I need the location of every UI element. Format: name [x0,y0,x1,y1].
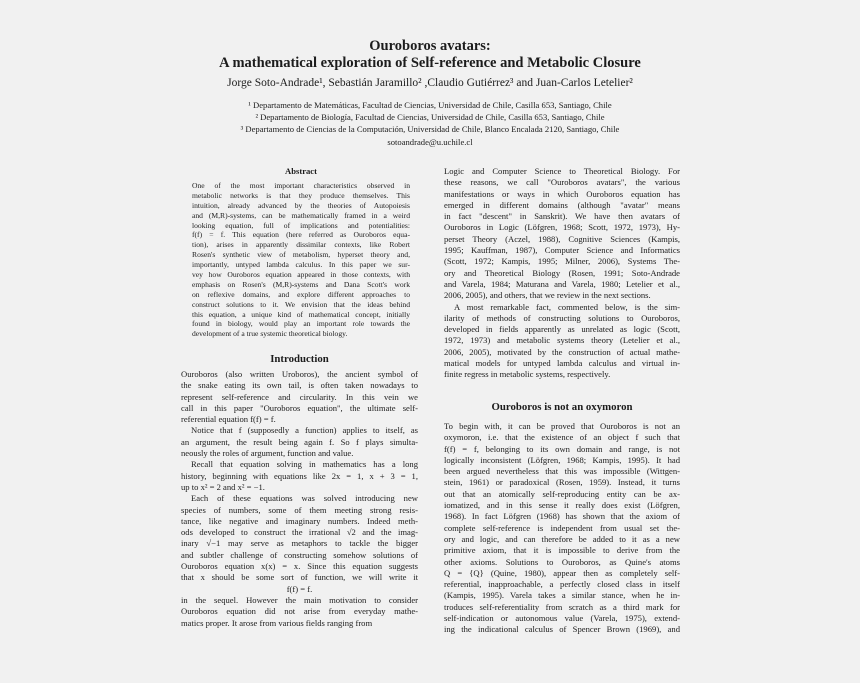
rightB-line: f(f) = f, belonging to its own domain and range, is not [444,443,680,454]
right-column-text-b [444,421,680,636]
abstract-line: this equation, a unique kind of mathematical concept, initially [192,309,410,319]
intro-line: an argument, the result being again f. So f plays simulta- [181,436,418,447]
rightB-line: (Kampis, 1995). Varela takes a similar stance, when he in- [444,590,680,601]
rightA-line: (Scott, 1972; Kampis, 1995; Milner, 2006), Systems The- [444,256,680,267]
rightB-line: 1968). In fact Löfgren (1968) has shown that the axiom of [444,511,680,522]
abstract-line: development of a true systemic theoretical biology. [192,329,348,339]
rightA-line: 1972, 1973) and metabolic systems theory (Letelier et al., [444,335,680,346]
intro-line: in the sequel. However the main motivation to consider [181,594,418,605]
intro-line: Ouroboros equation did not arise from everyday mathe- [181,606,418,617]
rightA-line: these reasons, we call "Ouroboros avatars", the various [444,177,680,188]
introduction-body [181,369,418,629]
rightA-line: matical models for untyped lambda calculus and virtual in- [444,358,680,369]
intro-line: tance, like negative and imaginary numbers. Indeed meth- [181,515,418,526]
abstract-line: intuition, already advanced by the theories of Autopoiesis [192,200,410,210]
affiliation-3: ³ Departamento de Ciencias de la Computación, Universidad de Chile, Blanco Encalada 2120, Santiago, Chile [240,124,620,134]
intro-line: inary √−1 may serve as metaphors to tackle the bigger [181,538,418,549]
rightA-line: finite regress in metabolic systems, respectively. [444,369,611,380]
oxymoron-heading: Ouroboros is not an oxymoron [491,401,633,413]
rightA-line: developed in fields apparently as unrelated as logic (Scott, [444,324,680,335]
rightB-line: referential, inapproachable, a perfectly closed class in itself [444,579,680,590]
right-column-text-a [444,166,680,381]
rightA-line: in fact "descent" in Sanskrit). We have then avatars of [444,211,680,222]
rightB-line: stein, 1961) or paradoxical (Rosen, 1959). Instead, it turns [444,477,680,488]
authors: Jorge Soto-Andrade¹, Sebastián Jaramillo² ,Claudio Gutiérrez³ and Juan-Carlos Letelier² [227,77,633,89]
rightB-line: primitive axiom, that it is impossible to derive from the [444,545,680,556]
rightB-line: oxymoron, i.e. that the existence of an object f such that [444,432,680,443]
abstract-line: Rosen's synthetic view of metabolism, hyperset theory and, [192,250,410,260]
rightA-line: Ouroboros in Logic (Löfgren, 1968; Scott, 1972, 1973), Hy- [444,222,680,233]
rightA-line: A most remarkable fact, commented below, is the sim- [454,301,680,312]
rightB-line: ing the indicational calculus of Spencer Brown (1969), and [444,624,680,635]
intro-line: call in this paper "Ouroboros equation", the ultimate self- [181,402,418,413]
rightB-line: logically inconsistent (Löfgren, 1968; Kampis, 1995). It had [444,454,680,465]
intro-line: Recall that equation solving in mathematics has a long [191,459,418,470]
title-line-1: Ouroboros avatars: [369,38,491,54]
intro-line: Ouroboros equation x(x) = x. Since this equation suggests [181,561,418,572]
rightA-line: ory and Theoretical Biology (Rosen, 1991; Soto-Andrade [444,267,680,278]
abstract-line: found in biology, would play an important role towards the [192,319,410,329]
intro-line: up to x² = 2 and x² = −1. [181,481,265,492]
intro-line: ods developed to construct the irrational √2 and the imag- [181,527,418,538]
rightB-line: troduces self-referentiality from scratch as a third mark for [444,601,680,612]
rightA-line: Logic and Computer Science to Theoretical Biology. For [444,166,680,176]
rightA-line: 2006, 2005), motivated by the construction of actual mathe- [444,346,680,357]
rightB-line: self-indication or autonomous value (Varela, 1975), extend- [444,613,680,624]
intro-line: Ouroboros (also written Uroboros), the ancient symbol of [181,369,418,379]
rightA-line: ilarity of methods of constructing solutions to Ouroboros, [444,312,680,323]
rightB-line: To begin with, it can be proved that Ouroboros is not an [444,421,680,431]
abstract-line: vey how Ouroboros equation appeared in those contexts, with [192,270,410,280]
rightB-line: other axioms. Solutions to Ouroboros, as Quine's atoms [444,556,680,567]
intro-line: history, beginning with equations like 2x = 1, x + 3 = 1, [181,470,418,481]
intro-line: species of numbers, some of them meeting strong resis- [181,504,418,515]
abstract-body [192,181,410,339]
rightB-line: ory and logic, and can therefore be added to it as a new [444,533,680,544]
abstract-line: on reflexive domains, and explore different approaches to [192,289,410,299]
intro-line: neously the roles of argument, function and value. [181,448,354,459]
rightA-line: 1995; Kauffman, 1987), Computer Science and Informatics [444,245,680,256]
intro-line: the snake eating its own tail, is often taken nowadays to [181,380,418,391]
abstract-line: One of the most important characteristics observed in [192,181,410,190]
rightB-line: Q = {Q} (Quine, 1980), appear then as completely self- [444,567,680,578]
intro-line: referential equation f(f) = f. [181,414,276,425]
intro-line: matics proper. It arose from various fields ranging from [181,617,373,628]
rightA-line: manifestations or ways in which Ouroboros equation has [444,188,680,199]
intro-line: f(f) = f. [286,583,313,594]
rightB-line: complete self-reference is independent from usual set the- [444,522,680,533]
intro-line: that x should be some sort of function, we will write it [181,572,418,583]
rightA-line: emerged in different domains (although "avatar" means [444,199,680,210]
rightA-line: and Varela, 1984; Maturana and Varela, 1980; Letelier et al., [444,278,680,289]
affiliation-2: ² Departamento de Biología, Facultad de Ciencias, Universidad de Chile, Casilla 653, Santiago, Chile [255,112,605,122]
oxymoron-heading-wrap [444,402,680,413]
title-line-2: A mathematical exploration of Self-reference and Metabolic Closure [219,55,641,71]
abstract-line: tion), arises in apparently dissimilar contexts, like Robert [192,240,410,250]
abstract-line: importantly, untyped lambda calculus. In this paper we sur- [192,260,410,270]
rightB-line: been argued nevertheless that this was impossible (Wittgen- [444,466,680,477]
rightA-line: 2006, 2005), and others, that we review in the next sections. [444,290,651,301]
abstract-heading: Abstract [285,166,317,176]
introduction-heading-wrap [181,354,418,365]
abstract-line: metabolic networks is that they produce themselves. This [192,190,410,200]
affiliation-1: ¹ Departamento de Matemáticas, Facultad de Ciencias, Universidad de Chile, Casilla 653, Santiago, Chile [248,100,612,110]
intro-line: represent self-reference and circularity. In this vein we [181,391,418,402]
intro-line: Notice that f (supposedly a function) applies to itself, as [191,425,418,436]
abstract-line: f(f) = f. This equation (here referred as Ouroboros equa- [192,230,410,240]
rightB-line: iomatized, and in this sense it really does exist (Löfgren, [444,500,680,511]
abstract-line: emphasis on Rosen's (M,R)-systems and Dana Scott's work [192,279,410,289]
abstract-line: construct solutions to it. We envision that the ideas behind [192,299,410,309]
abstract-line: looking equation, full of implications and potentialities: [192,220,410,230]
abstract-line: and (M,R)-systems, can be mathematically framed in a weird [192,210,410,220]
introduction-heading: Introduction [270,353,329,365]
rightB-line: out that an atomically self-reproducing entity can be ax- [444,488,680,499]
contact-email[interactable]: sotoandrade@u.uchile.cl [387,137,473,147]
intro-line: Each of these equations was solved introducing new [191,493,418,504]
intro-line: and subtler challenge of constructing somehow solutions of [181,549,418,560]
rightA-line: perset Theory (Aczel, 1988), Cognitive Sciences (Kampis, [444,233,680,244]
